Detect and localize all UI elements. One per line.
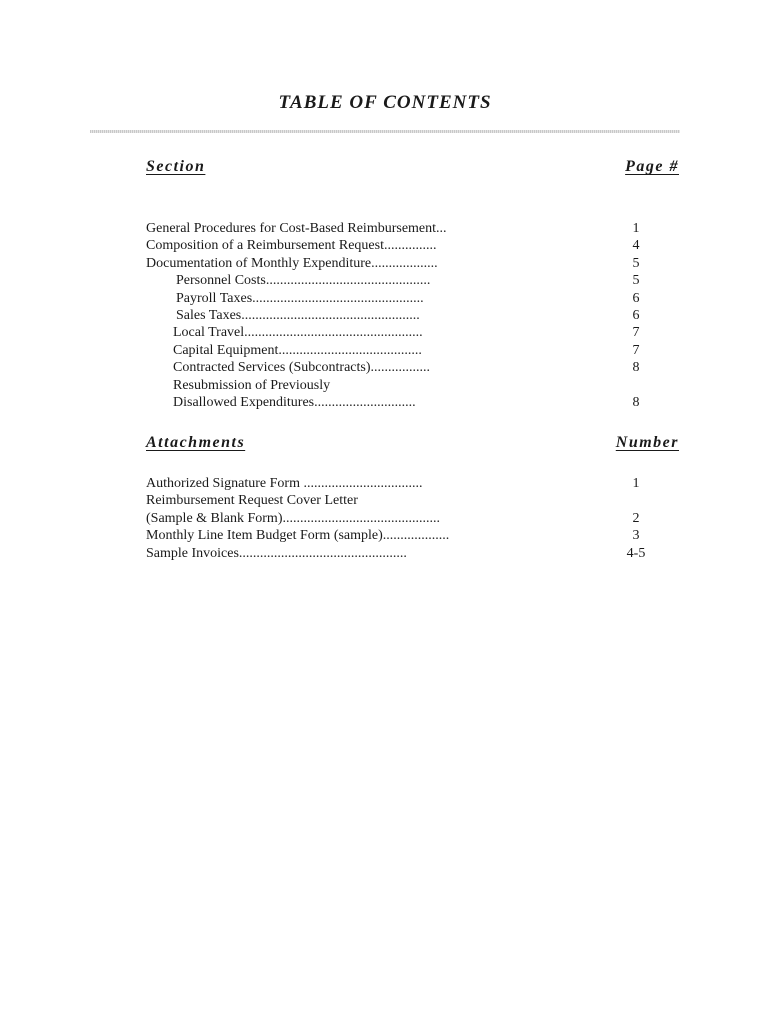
toc-entry-label: Sample Invoices................................................ [146,545,407,561]
toc-entry-page: 2 [632,510,640,526]
toc-entry [0,290,770,307]
toc-entry-page: 7 [632,325,640,341]
toc-entry-label: Payroll Taxes................................................. [176,290,424,306]
toc-entry-label: (Sample & Blank Form)............................................. [146,510,440,526]
toc-entry [0,342,770,359]
page-number-heading: Page # [625,158,679,175]
toc-entry-page: 8 [632,394,640,410]
toc-entry [0,237,770,254]
toc-entry-label: General Procedures for Cost-Based Reimbursement... [146,221,447,236]
toc-entry [0,272,770,289]
toc-entry [0,377,770,394]
toc-entry [0,307,770,324]
toc-entry [0,492,770,509]
toc-entry-page: 5 [632,273,640,289]
toc-entry [0,394,770,411]
attachments-heading: Attachments [146,434,246,451]
toc-entry-label: Local Travel................................................... [173,325,423,341]
toc-entry-page: 8 [632,360,640,376]
toc-entry [0,324,770,341]
section-heading: Section [146,158,206,175]
toc-entry-page: 6 [632,307,640,323]
page-title: TABLE OF CONTENTS [278,92,492,113]
sections-list [0,220,770,411]
attachments-list [0,475,770,562]
toc-entry [0,475,770,492]
toc-entry-label: Documentation of Monthly Expenditure................... [146,255,438,271]
toc-entry-label: Reimbursement Request Cover Letter [146,493,358,509]
toc-entry-label: Contracted Services (Subcontracts)................. [173,360,430,376]
toc-entry-label: Resubmission of Previously [173,377,331,393]
toc-entry-page: 1 [632,476,640,491]
toc-entry-page: 1 [632,221,640,236]
toc-entry-page: 7 [632,342,640,358]
number-heading: Number [615,434,679,451]
toc-entry [0,527,770,544]
toc-entry-label: Disallowed Expenditures............................. [173,394,416,410]
toc-entry-label: Monthly Line Item Budget Form (sample)................... [146,528,450,544]
toc-entry-label: Composition of a Reimbursement Request............... [146,238,437,254]
toc-entry [0,510,770,527]
toc-entry [0,359,770,376]
toc-entry [0,220,770,237]
toc-entry-label: Authorized Signature Form .................................. [146,476,423,491]
toc-entry-label: Personnel Costs............................................... [176,273,431,289]
title-divider [90,130,680,133]
toc-entry-page: 4 [632,238,640,254]
toc-entry-label: Capital Equipment......................................... [173,342,422,358]
toc-entry [0,255,770,272]
toc-entry-page: 6 [632,290,640,306]
toc-entry-page: 4-5 [626,545,646,561]
toc-entry-label: Sales Taxes................................................... [176,307,420,323]
toc-entry-page: 3 [632,528,640,544]
toc-entry [0,545,770,562]
toc-entry-page: 5 [632,255,640,271]
